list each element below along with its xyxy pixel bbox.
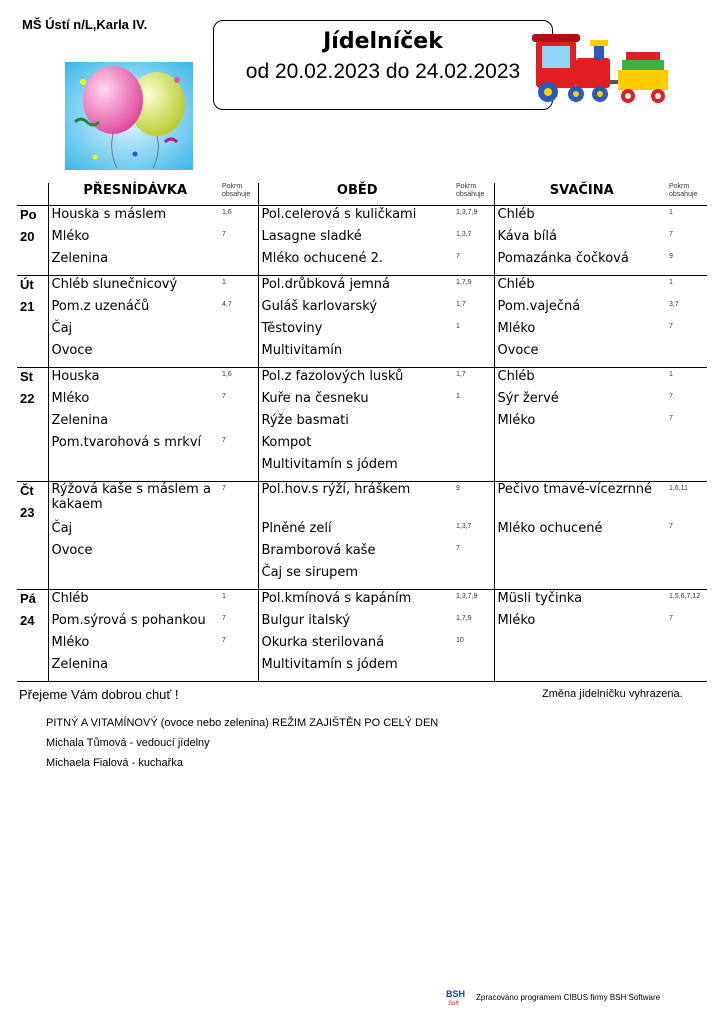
allergen-code: 1,6 bbox=[222, 371, 232, 378]
allergen-code: 1 bbox=[456, 393, 460, 400]
meal-item bbox=[52, 456, 223, 478]
snack-allergens bbox=[669, 206, 707, 276]
snack-allergens bbox=[669, 368, 707, 482]
breakfast-items bbox=[48, 590, 222, 682]
day-row bbox=[17, 590, 707, 682]
allergen-code bbox=[222, 253, 258, 275]
allergen-header: Pokrm obsahuje bbox=[456, 183, 494, 206]
allergen-code: 7 bbox=[222, 485, 226, 492]
allergen-code: 1,7 bbox=[456, 371, 466, 378]
meal-item: Bulgur italský bbox=[261, 613, 351, 628]
svg-text:BSH: BSH bbox=[446, 989, 466, 999]
allergen-code bbox=[222, 415, 258, 437]
allergen-code bbox=[456, 415, 494, 437]
meal-item: Okurka sterilovaná bbox=[261, 635, 385, 650]
allergen-code: 7 bbox=[669, 393, 673, 400]
meal-item: Chléb bbox=[51, 591, 89, 606]
allergen-code: 7 bbox=[669, 323, 673, 330]
meal-item: Zelenina bbox=[51, 413, 109, 428]
school-name: MŠ Ústí n/L,Karla IV. bbox=[22, 17, 148, 32]
meal-item: Mléko ochucené 2. bbox=[261, 251, 383, 266]
lunch-items bbox=[258, 590, 456, 682]
snack-allergens bbox=[669, 276, 707, 368]
allergen-code bbox=[456, 437, 494, 459]
meal-item: Mléko bbox=[51, 229, 90, 244]
meal-item: Bramborová kaše bbox=[261, 543, 376, 558]
allergen-code: 9 bbox=[669, 253, 673, 260]
allergen-code: 7 bbox=[222, 437, 226, 444]
day-label bbox=[17, 368, 48, 482]
meal-item: Sýr žervé bbox=[497, 391, 559, 406]
snack-allergens bbox=[669, 482, 707, 590]
breakfast-allergens bbox=[222, 482, 258, 590]
credit-text: Zpracováno programem CIBUS firmy BSH Software bbox=[476, 992, 661, 1002]
lunch-allergens bbox=[456, 368, 494, 482]
meal-item: Multivitamín s jódem bbox=[261, 657, 398, 672]
lunch-allergens bbox=[456, 482, 494, 590]
meal-item: Mléko bbox=[497, 413, 536, 428]
meal-item bbox=[498, 656, 670, 678]
meal-item: Pol.kmínová s kapáním bbox=[261, 591, 412, 606]
lunch-header: OBĚD bbox=[336, 183, 378, 198]
breakfast-header: PŘESNÍDÁVKA bbox=[83, 183, 188, 198]
snack-items bbox=[494, 482, 669, 590]
meal-item: Káva bílá bbox=[497, 229, 557, 244]
meal-item: Čaj bbox=[51, 321, 73, 336]
lunch-items bbox=[258, 276, 456, 368]
meal-item: Chléb bbox=[497, 207, 535, 222]
meal-item: Pom.tvarohová s mrkví bbox=[51, 435, 202, 450]
allergen-code bbox=[222, 345, 258, 367]
allergen-code: 7 bbox=[669, 615, 673, 622]
change-note: Změna jídelníčku vyhrazena. bbox=[542, 688, 683, 700]
meal-item: Chléb bbox=[497, 277, 535, 292]
allergen-code: 1,6 bbox=[222, 209, 232, 216]
day-label bbox=[17, 482, 48, 590]
meal-item: Pol.drůbková jemná bbox=[261, 277, 390, 292]
allergen-code: 1 bbox=[222, 593, 226, 600]
balloons-image bbox=[65, 62, 193, 170]
breakfast-items bbox=[48, 206, 222, 276]
meal-item: Rýže basmati bbox=[261, 413, 349, 428]
day-date: 23 bbox=[20, 505, 35, 520]
lunch-items bbox=[258, 368, 456, 482]
meal-item: Ovoce bbox=[51, 343, 93, 358]
meal-item: Mléko bbox=[497, 613, 536, 628]
drinking-note: PITNÝ A VITAMÍNOVÝ (ovoce nebo zelenina) REŽIM ZAJIŠTĚN PO CELÝ DEN bbox=[46, 717, 439, 729]
svg-text:Soft: Soft bbox=[448, 1001, 459, 1007]
meal-item: Chléb slunečnicový bbox=[51, 277, 178, 292]
cook-name: Michaela Fialová - kuchařka bbox=[46, 757, 183, 769]
meal-item: Kuře na česneku bbox=[261, 391, 369, 406]
lunch-items bbox=[258, 206, 456, 276]
day-abbr: Út bbox=[20, 277, 34, 292]
breakfast-items bbox=[48, 482, 222, 590]
allergen-header: Pokrm obsahuje bbox=[222, 183, 258, 206]
header-row bbox=[17, 183, 707, 206]
day-row bbox=[17, 368, 707, 482]
snack-items bbox=[494, 206, 669, 276]
day-abbr: Pá bbox=[20, 591, 36, 606]
bsh-logo-icon bbox=[446, 987, 470, 1007]
allergen-code: 7 bbox=[456, 253, 460, 260]
lunch-allergens bbox=[456, 590, 494, 682]
meal-item: Ovoce bbox=[51, 543, 93, 558]
allergen-code bbox=[222, 323, 258, 345]
meal-item: Ovoce bbox=[497, 343, 539, 358]
meal-item: Čaj bbox=[51, 521, 73, 536]
meal-item: Čaj se sirupem bbox=[261, 565, 359, 580]
breakfast-allergens bbox=[222, 368, 258, 482]
meal-item bbox=[498, 456, 670, 478]
allergen-code bbox=[222, 659, 258, 681]
day-row bbox=[17, 482, 707, 590]
allergen-code: 7 bbox=[669, 415, 673, 422]
meal-item: Pečivo tmavé-vícezrnné bbox=[497, 482, 653, 497]
meal-item: Guláš karlovarský bbox=[261, 299, 378, 314]
meal-item: Pom.vaječná bbox=[497, 299, 581, 314]
snack-header: SVAČINA bbox=[549, 183, 614, 198]
day-abbr: St bbox=[20, 369, 33, 384]
meal-item: Mléko bbox=[51, 635, 90, 650]
allergen-code bbox=[456, 567, 494, 589]
wish-text: Přejeme Vám dobrou chuť ! bbox=[19, 687, 179, 702]
allergen-code: 1 bbox=[669, 371, 673, 378]
meal-item: Müsli tyčinka bbox=[497, 591, 583, 606]
allergen-code bbox=[669, 545, 707, 567]
meal-item: Těstoviny bbox=[261, 321, 323, 336]
allergen-code: 1,3,7,9 bbox=[456, 593, 478, 600]
allergen-code bbox=[222, 459, 258, 481]
day-abbr: Čt bbox=[20, 483, 34, 498]
breakfast-allergens bbox=[222, 590, 258, 682]
meal-item: Pol.hov.s rýží, hráškem bbox=[261, 482, 411, 497]
allergen-code bbox=[456, 659, 494, 681]
day-date: 24 bbox=[20, 613, 35, 628]
allergen-code: 3,7 bbox=[669, 301, 679, 308]
meal-item: Houska bbox=[51, 369, 100, 384]
meal-item bbox=[498, 542, 670, 564]
lunch-allergens bbox=[456, 276, 494, 368]
meal-item: Pol.celerová s kuličkami bbox=[261, 207, 417, 222]
allergen-code bbox=[222, 545, 258, 567]
allergen-code: 1 bbox=[669, 279, 673, 286]
allergen-code bbox=[456, 345, 494, 367]
allergen-code: 7 bbox=[222, 231, 226, 238]
allergen-code: 1,7 bbox=[456, 301, 466, 308]
meal-item: Pom.z uzenáčů bbox=[51, 299, 150, 314]
breakfast-items bbox=[48, 368, 222, 482]
day-date: 22 bbox=[20, 391, 35, 406]
meal-item: Lasagne sladké bbox=[261, 229, 362, 244]
allergen-code: 7 bbox=[222, 615, 226, 622]
meal-item: Pom.sýrová s pohankou bbox=[51, 613, 206, 628]
allergen-code: 10 bbox=[456, 637, 464, 644]
allergen-code bbox=[222, 567, 258, 589]
allergen-code: 4,7 bbox=[222, 301, 232, 308]
day-label bbox=[17, 590, 48, 682]
allergen-code: 1,5,6,7,12 bbox=[669, 593, 701, 600]
allergen-code: 1,7,9 bbox=[456, 615, 472, 622]
allergen-code bbox=[222, 523, 258, 545]
train-image bbox=[526, 30, 674, 112]
day-row bbox=[17, 276, 707, 368]
title-box bbox=[213, 20, 553, 110]
snack-items bbox=[494, 590, 669, 682]
allergen-code: 1 bbox=[456, 323, 460, 330]
meal-item: Multivitamín s jódem bbox=[261, 457, 398, 472]
breakfast-items bbox=[48, 276, 222, 368]
menu-table bbox=[17, 183, 707, 682]
allergen-code: 7 bbox=[456, 545, 460, 552]
allergen-header: Pokrm obsahuje bbox=[669, 183, 698, 198]
menu-title: Jídelníček bbox=[323, 29, 443, 54]
allergen-code bbox=[669, 345, 707, 367]
meal-item: Mléko bbox=[497, 321, 536, 336]
allergen-code: 1,6,11 bbox=[669, 485, 688, 492]
breakfast-allergens bbox=[222, 206, 258, 276]
day-label bbox=[17, 206, 48, 276]
allergen-code: 7 bbox=[669, 231, 673, 238]
breakfast-allergens bbox=[222, 276, 258, 368]
meal-item: Mléko ochucené bbox=[497, 521, 603, 536]
meal-item: Mléko bbox=[51, 391, 90, 406]
meal-item: Multivitamín bbox=[261, 343, 343, 358]
allergen-code: 1,7,9 bbox=[456, 279, 472, 286]
allergen-code bbox=[669, 637, 707, 659]
allergen-code: 1 bbox=[669, 209, 673, 216]
allergen-code bbox=[669, 437, 707, 459]
meal-item: Zelenina bbox=[51, 657, 109, 672]
allergen-code bbox=[669, 459, 707, 481]
allergen-code: 1 bbox=[222, 279, 226, 286]
meal-item: Rýžová kaše s máslem a kakaem bbox=[51, 482, 211, 512]
lunch-items bbox=[258, 482, 456, 590]
lunch-allergens bbox=[456, 206, 494, 276]
snack-items bbox=[494, 368, 669, 482]
manager-name: Michala Tůmová - vedoucí jídelny bbox=[46, 737, 210, 749]
meal-item bbox=[498, 634, 670, 656]
meal-item: Plněné zelí bbox=[261, 521, 332, 536]
meal-item bbox=[52, 564, 223, 586]
allergen-code: 7 bbox=[669, 523, 673, 530]
allergen-code bbox=[669, 659, 707, 681]
day-abbr: Po bbox=[20, 207, 37, 222]
day-label bbox=[17, 276, 48, 368]
allergen-code: 1,3,7,9 bbox=[456, 209, 478, 216]
menu-period: od 20.02.2023 do 24.02.2023 bbox=[245, 60, 521, 83]
snack-items bbox=[494, 276, 669, 368]
meal-item: Chléb bbox=[497, 369, 535, 384]
software-credit bbox=[446, 987, 660, 1007]
meal-item: Pomazánka čočková bbox=[497, 251, 629, 266]
allergen-code: 1,3,7 bbox=[456, 231, 472, 238]
allergen-code: 7 bbox=[222, 393, 226, 400]
allergen-code: 7 bbox=[222, 637, 226, 644]
allergen-code bbox=[669, 567, 707, 589]
day-date: 21 bbox=[20, 299, 35, 314]
allergen-code bbox=[456, 459, 494, 481]
meal-item: Zelenina bbox=[51, 251, 109, 266]
meal-item bbox=[498, 434, 670, 456]
day-row bbox=[17, 206, 707, 276]
meal-item: Kompot bbox=[261, 435, 312, 450]
meal-item bbox=[498, 564, 670, 586]
meal-item: Houska s máslem bbox=[51, 207, 167, 222]
allergen-code: 9 bbox=[456, 485, 460, 492]
day-date: 20 bbox=[20, 229, 35, 244]
allergen-code: 1,3,7 bbox=[456, 523, 472, 530]
snack-allergens bbox=[669, 590, 707, 682]
meal-item: Pol.z fazolových lusků bbox=[261, 369, 404, 384]
